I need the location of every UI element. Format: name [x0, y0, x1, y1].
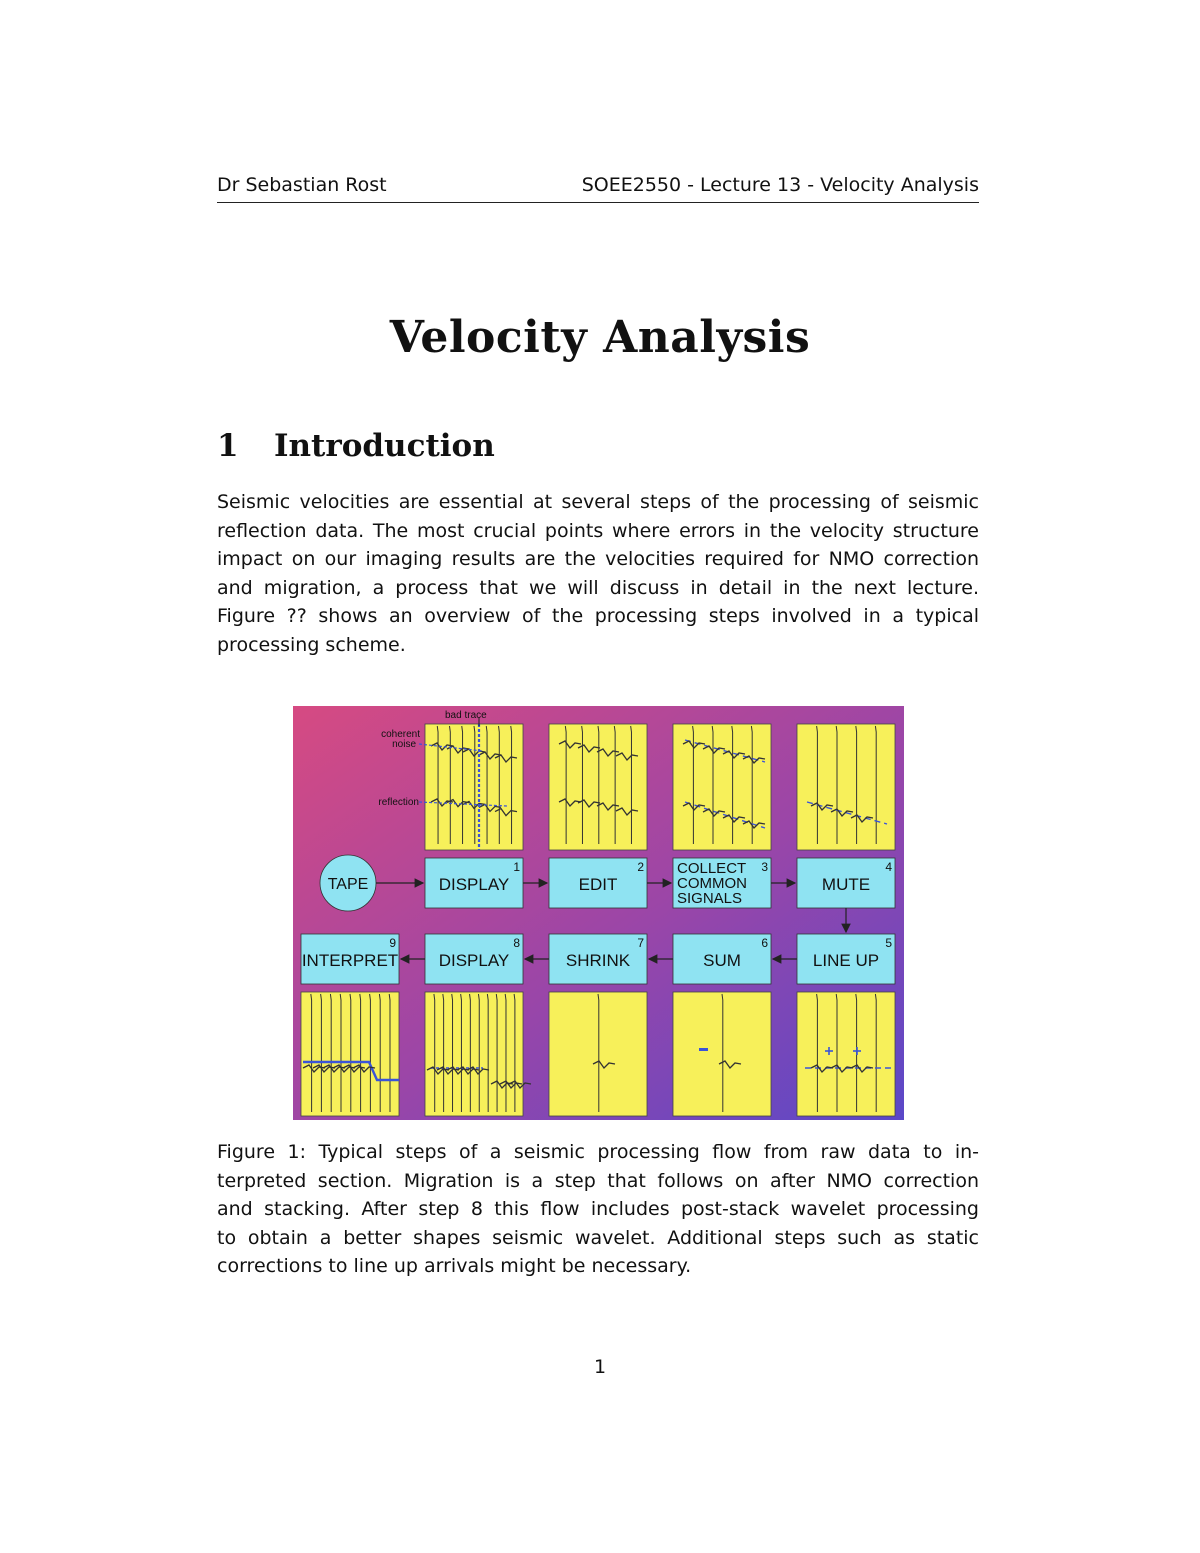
panel-frame	[673, 992, 771, 1116]
caption-line: and stacking. After step 8 this flow includes post-stack wavelet processing	[217, 1198, 979, 1220]
intro-line: reflection data. The most crucial points where errors in the velocity structure	[217, 519, 979, 542]
annotation-bad-trace: bad trace	[445, 710, 487, 721]
step-5	[797, 934, 895, 984]
intro-line: and migration, a process that we will discuss in detail in the next lecture.	[217, 576, 979, 599]
intro-paragraph	[217, 488, 979, 659]
intro-line: processing scheme.	[217, 633, 406, 656]
step-label: INTERPRET	[301, 951, 399, 970]
panel-frame	[673, 724, 771, 850]
shrunk-trace-panel	[549, 992, 647, 1116]
processing-flow-diagram	[293, 706, 904, 1120]
step-number: 9	[389, 936, 396, 950]
panel-frame	[549, 992, 647, 1116]
header-author: Dr Sebastian Rost	[217, 174, 387, 196]
step-number: 8	[513, 936, 520, 950]
caption-line: corrections to line up arrivals might be necessary.	[217, 1255, 692, 1277]
tape-label: TAPE	[327, 876, 369, 893]
step-label: DISPLAY	[438, 951, 510, 970]
step-label: LINE UP	[812, 951, 880, 970]
intro-line: Figure ?? shows an overview of the processing steps involved in a typical	[217, 605, 979, 627]
lined-up-panel	[797, 992, 895, 1116]
step-label: DISPLAY	[438, 875, 510, 894]
section-number: 1	[217, 428, 239, 464]
step-label: EDIT	[578, 875, 618, 894]
step-9	[301, 934, 399, 984]
step-2	[549, 858, 647, 908]
raw-data-panel	[419, 718, 523, 850]
figure-caption	[217, 1138, 979, 1281]
stacked-section-panel	[425, 992, 531, 1116]
section-title: Introduction	[274, 428, 495, 464]
caption-line: Figure 1: Typical steps of a seismic processing flow from raw data to in-	[217, 1141, 979, 1163]
annotation-noise: noise	[392, 739, 416, 750]
intro-line: Seismic velocities are essential at several steps of the processing of seismic	[217, 491, 979, 513]
step-number: 6	[761, 936, 768, 950]
annotation-coherent: coherent	[381, 729, 420, 740]
step-number: 3	[761, 860, 768, 874]
annotation-reflection: reflection	[378, 797, 419, 808]
common-signals-panel	[673, 724, 771, 850]
step-8	[425, 934, 523, 984]
page-number: 1	[593, 1356, 607, 1378]
processing-flow-figure	[293, 706, 904, 1120]
panel-frame	[425, 992, 523, 1116]
step-1	[425, 858, 523, 908]
sum-marker	[699, 1048, 708, 1051]
muted-data-panel	[797, 724, 895, 850]
step-number: 5	[885, 936, 892, 950]
caption-line: terpreted section. Migration is a step that follows on after NMO correction	[217, 1169, 979, 1192]
step-number: 2	[637, 860, 644, 874]
panel-frame	[425, 724, 523, 850]
panel-frame	[301, 992, 399, 1116]
step-number: 1	[513, 860, 520, 874]
edited-data-panel	[549, 724, 647, 850]
section-heading	[217, 428, 495, 464]
step-label: COLLECT	[677, 860, 747, 877]
intro-line: impact on our imaging results are the velocities required for NMO correction	[217, 548, 979, 570]
step-3	[673, 858, 771, 908]
document-title: Velocity Analysis	[389, 312, 811, 363]
step-label: SIGNALS	[677, 890, 743, 907]
step-label: SHRINK	[565, 951, 631, 970]
step-6	[673, 934, 771, 984]
step-label: COMMON	[677, 875, 747, 892]
header-course: SOEE2550 - Lecture 13 - Velocity Analysis	[581, 174, 979, 196]
step-number: 7	[637, 936, 644, 950]
panel-frame	[549, 724, 647, 850]
summed-trace-panel	[673, 992, 771, 1116]
panel-frame	[797, 992, 895, 1116]
step-label: SUM	[703, 951, 741, 970]
interpreted-section-panel	[301, 992, 399, 1116]
tape-node	[320, 855, 376, 911]
caption-line: to obtain a better shapes seismic wavelet. Additional steps such as static	[217, 1226, 979, 1249]
step-number: 4	[885, 860, 892, 874]
panel-frame	[797, 724, 895, 850]
step-label: MUTE	[821, 875, 871, 894]
step-7	[549, 934, 647, 984]
step-4	[797, 858, 895, 908]
running-header	[217, 174, 979, 203]
